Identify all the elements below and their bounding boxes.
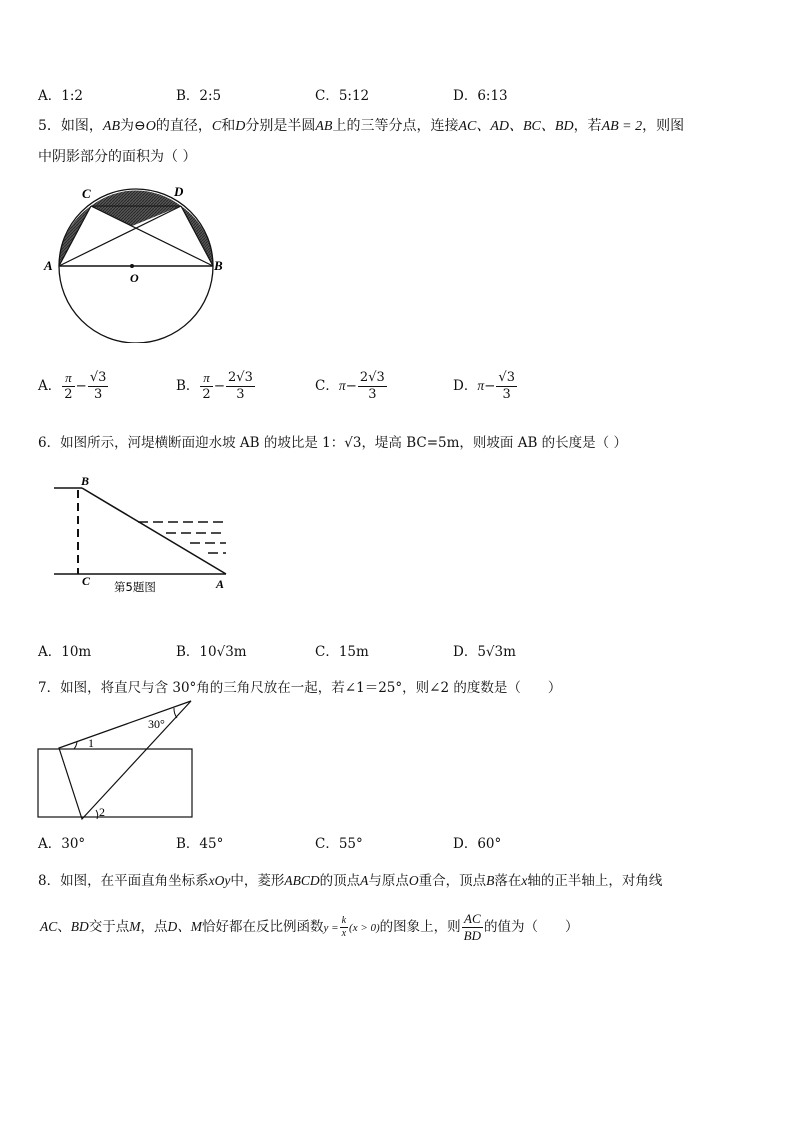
label-a: A xyxy=(216,577,225,591)
label-c: C xyxy=(82,574,91,588)
q7-option-c: C．55° xyxy=(315,836,363,852)
angle-30-arc xyxy=(174,708,177,718)
segment-ac xyxy=(59,206,91,266)
q7-stem: 7．如图，将直尺与含 30°角的三角尺放在一起，若∠1＝25°，则∠2 的度数是（ ） xyxy=(38,680,562,696)
label-2: 2 xyxy=(99,805,105,819)
label-b: B xyxy=(214,258,223,273)
q6-option-c: C．15m xyxy=(315,644,369,660)
q7-ruler-triangle-figure xyxy=(36,698,206,822)
angle-2-arc xyxy=(96,810,98,819)
q6-dam-figure xyxy=(40,470,240,598)
q6-option-a: A．10m xyxy=(38,644,92,660)
prev-option-c: C．5:12 xyxy=(315,88,370,104)
q8-stem-line2: AC、BD交于点M，点D、M恰好都在反比例函数y = $\frac{k}{x}$ (x > 0)的图象上，则 $\frac{AC}{BD}$ 的值为（ ） xyxy=(40,911,579,943)
label-1: 1 xyxy=(88,736,94,750)
label-d: D xyxy=(174,184,184,199)
prev-option-d: D．6:13 xyxy=(453,88,508,104)
slope-ab xyxy=(82,488,226,574)
triangle xyxy=(59,701,191,819)
q7-option-a: A．30° xyxy=(38,836,86,852)
q6-stem: 6．如图所示，河堤横断面迎水坡 AB 的坡比是 1：√3，堤高 BC=5m，则坡面 AB 的长度是（ ） xyxy=(38,435,627,451)
q5-circle-figure xyxy=(40,178,240,343)
figure-caption: 第5题图 xyxy=(114,580,156,594)
q6-option-d: D．5√3m xyxy=(453,644,516,660)
q5-option-b: B． $\frac{\pi}{2}$ − $\frac{2√3}{3}$ xyxy=(176,370,253,402)
q8-stem-line1: 8．如图，在平面直角坐标系xOy中，菱形ABCD的顶点A与原点O重合，顶点B落在x轴的正半轴上，对角线 xyxy=(38,873,663,889)
center-point-o xyxy=(130,264,134,268)
q6-option-b: B．10√3m xyxy=(176,644,247,660)
label-b: B xyxy=(81,474,90,488)
q7-option-b: B．45° xyxy=(176,836,224,852)
q5-stem-line1: 5．如图，AB为⊖O的直径，C和D分别是半圆AB上的三等分点，连接AC、AD、BC、BD，若AB = 2，则图 xyxy=(38,118,685,134)
label-a: A xyxy=(44,258,53,273)
q7-option-d: D．60° xyxy=(453,836,502,852)
q5-option-a: A． $\frac{\pi}{2}$ − $\frac{√3}{3}$ xyxy=(38,370,107,402)
prev-option-a: A．1:2 xyxy=(38,88,83,104)
q5-option-c: C．π− $\frac{2√3}{3}$ xyxy=(315,370,385,402)
label-o: O xyxy=(130,271,139,285)
segment-bd xyxy=(181,206,213,266)
q5-option-d: D．π− $\frac{√3}{3}$ xyxy=(453,370,515,402)
label-c: C xyxy=(82,186,91,201)
label-30: 30° xyxy=(148,717,165,731)
q5-stem-line2: 中阴影部分的面积为（ ） xyxy=(38,149,197,165)
prev-option-b: B．2:5 xyxy=(176,88,222,104)
